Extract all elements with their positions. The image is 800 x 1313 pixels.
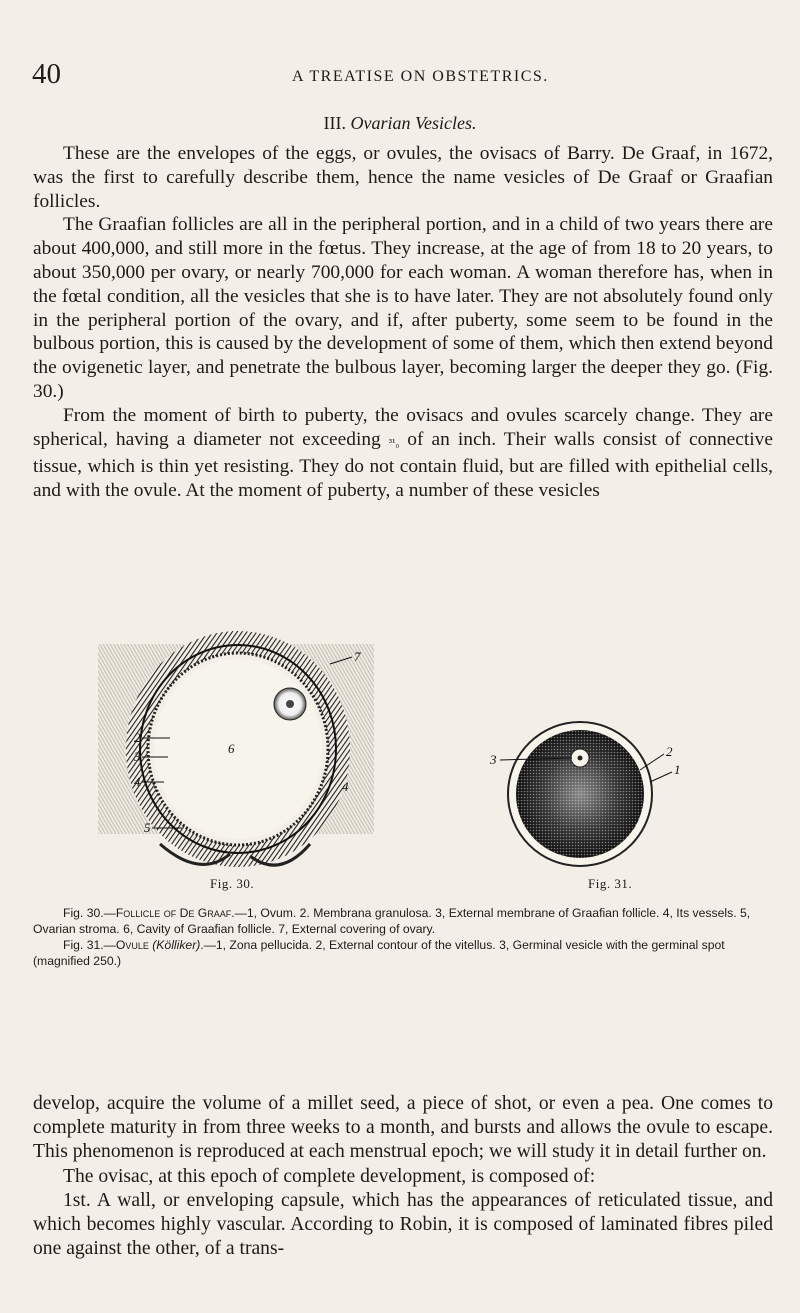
fig31-label-1: 1 xyxy=(674,762,681,777)
body-text-top xyxy=(33,142,773,503)
leader-line xyxy=(650,772,672,782)
caption-fig31 xyxy=(33,937,775,969)
paragraph-3-part-1: From the moment of birth to puberty, the ovisacs and ovules scarcely change. They are spherical, having a diameter not exceeding xyxy=(33,404,773,450)
section-title: Ovarian Vesicles. xyxy=(350,113,477,133)
fig30-label-5: 5 xyxy=(144,820,151,835)
fig30-label-2: 2 xyxy=(134,730,141,745)
fig30-label-4b: 4 xyxy=(342,779,349,794)
caption-fig30-title: Follicle of De Graaf. xyxy=(115,906,235,920)
fig30-label-3: 3 xyxy=(134,749,141,764)
fig30-label-6: 6 xyxy=(228,741,235,756)
germinal-spot xyxy=(578,756,583,761)
fig30-label-4a: 4 xyxy=(134,774,141,789)
body-text-bottom xyxy=(33,1092,773,1261)
figures-area xyxy=(90,604,730,894)
caption-fig30-lead: Fig. 30.— xyxy=(63,906,116,920)
fig31-label-2: 2 xyxy=(666,744,673,759)
paragraph-4: develop, acquire the volume of a millet seed, a piece of shot, or even a pea. One comes to complete maturity in from three weeks to a month, and bursts and allows the ovule to escape. This phenomenon is reproduced at each menstrual epoch; we will study it in detail further on. xyxy=(33,1093,773,1163)
running-title: A TREATISE ON OBSTETRICS. xyxy=(292,68,549,85)
caption-fig31-author: (Kölliker) xyxy=(152,938,201,952)
caption-fig31-lead: Fig. 31.— xyxy=(63,938,116,952)
paragraph-6: 1st. A wall, or enveloping capsule, which has the appearances of reticulated tissue, and which becomes highly vascular. According to Robin, it is composed of laminated fibres piled one against the other, of a trans- xyxy=(33,1189,773,1260)
paragraph-5: The ovisac, at this epoch of complete development, is composed of: xyxy=(63,1165,596,1187)
section-heading xyxy=(0,113,800,134)
caption-fig30 xyxy=(33,905,775,937)
caption-fig30-text: —1, Ovum. 2. Membrana granulosa. 3, External membrane of Graafian follicle. 4, Its vessels. 5, Ovarian stroma. 6, Cavity of Graafian follicle. 7, External covering of ovary. xyxy=(33,906,751,936)
paragraph-3 xyxy=(33,404,773,503)
caption-fig31-text: .—1, Zona pellucida. 2, External contour of the vitellus. 3, Germinal vesicle with the germinal spot (magnified 250.) xyxy=(33,938,725,968)
figure-captions xyxy=(33,905,775,969)
ovule-illustration xyxy=(490,718,700,878)
paragraph-1: These are the envelopes of the eggs, or ovules, the ovisacs of Barry. De Graaf, in 1672, was the first to carefully describe them, hence the name vesicles of De Graaf or Graafian follicles. xyxy=(33,143,773,212)
follicle-cavity xyxy=(154,659,322,839)
fig31-label: Fig. 31. xyxy=(588,876,633,891)
paragraph-2: The Graafian follicles are all in the peripheral portion, and in a child of two years there are about 400,000, and still more in the fœtus. They increase, at the age of from 18 to 20 years, to about 350,000 per ovary, or nearly 700,000 for each woman. A woman therefore has, when in the fœtal condition, all the vesicles that she is to have later. They are not absolutely found only in the peripheral portion of the ovary, and if, after puberty, some seem to be found in the bulbous portion, this is caused by the development of some of them, which then extend beyond the ovigenetic layer, and penetrate the bulbous layer, becoming larger the deeper they go. (Fig. 30.) xyxy=(33,214,773,402)
page-header xyxy=(32,58,760,98)
follicle-illustration xyxy=(90,604,380,876)
paragraph-3-part-2: of an inch. Their walls consist of connective tissue, which is thin yet resisting. They do not contain fluid, but are filled with epithelial cells, and with the ovule. At the moment of puberty, a number of these vesicles xyxy=(33,428,773,502)
page-number: 40 xyxy=(32,58,61,90)
ovum-nucleus xyxy=(286,700,294,708)
fig31-label-3: 3 xyxy=(490,752,497,767)
caption-fig31-title: Ovule xyxy=(115,938,149,952)
fig30-label: Fig. 30. xyxy=(210,876,255,891)
fraction: ³¹₀ xyxy=(388,436,400,449)
fig30-label-7: 7 xyxy=(354,649,361,664)
section-number: III. xyxy=(323,113,346,133)
